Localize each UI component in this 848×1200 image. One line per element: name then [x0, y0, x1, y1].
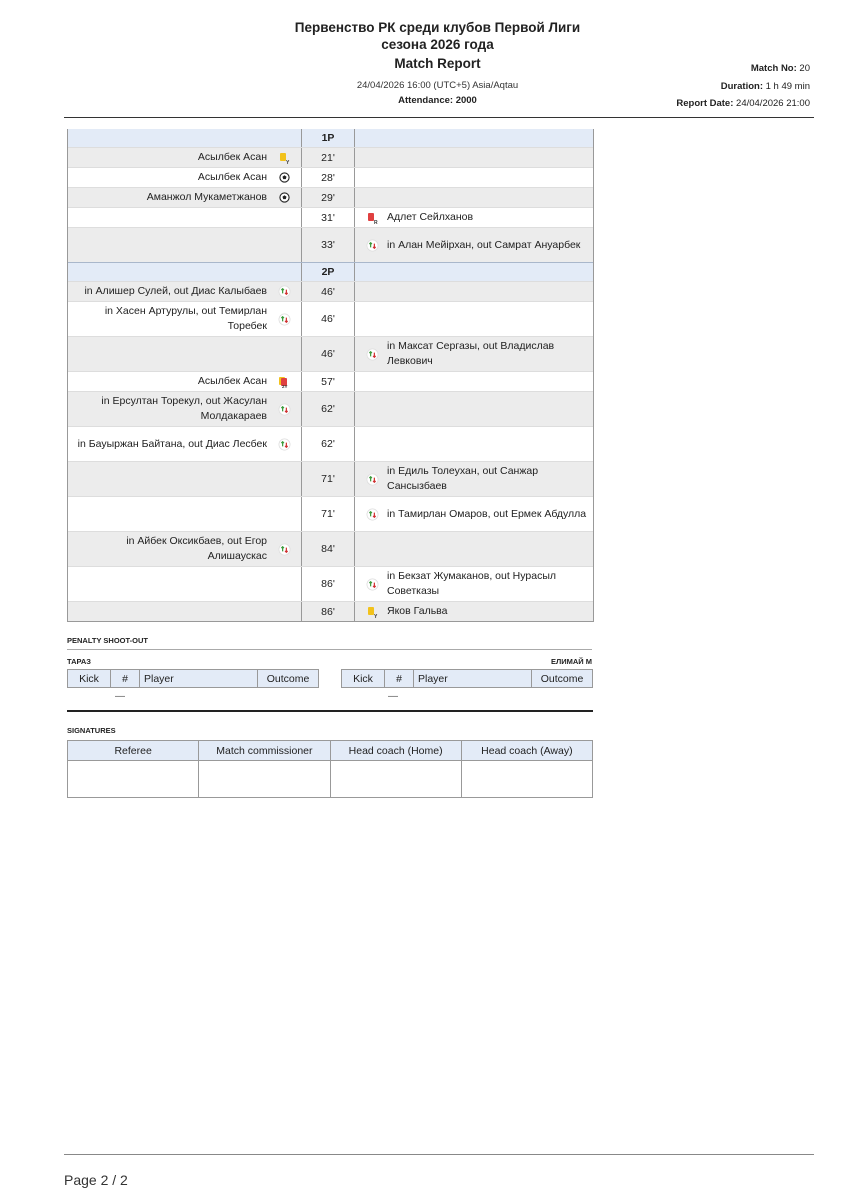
penalty-away-empty: — — [388, 691, 398, 702]
yellow-card-icon — [365, 605, 379, 619]
event-row — [68, 531, 593, 566]
event-minute: 71' — [302, 497, 355, 531]
header-divider — [64, 117, 814, 118]
substitution-icon — [365, 507, 379, 521]
event-minute: 46' — [302, 282, 355, 301]
substitution-icon — [277, 312, 291, 326]
match-datetime: 24/04/2026 16:00 (UTC+5) Asia/Aqtau — [356, 80, 519, 91]
attendance: Attendance: 2000 — [398, 95, 477, 106]
substitution-icon — [277, 402, 291, 416]
svg-text:Y: Y — [286, 159, 290, 164]
svg-text:Y: Y — [374, 613, 378, 618]
signatures-title: SIGNATURES — [67, 726, 116, 735]
red-card-icon — [365, 211, 379, 225]
event-row — [68, 496, 593, 531]
event-row — [68, 281, 593, 301]
event-row — [68, 391, 593, 426]
event-row — [68, 336, 593, 371]
substitution-icon — [365, 472, 379, 486]
col-player: Player — [414, 670, 532, 688]
substitution-icon — [277, 437, 291, 451]
home-event-text: in Ерсултан Торекул, out Жасулан Молдакараев — [101, 395, 267, 422]
signatures-table — [67, 740, 593, 798]
event-minute: 21' — [302, 148, 355, 167]
home-event-text: Асылбек Асан — [197, 171, 267, 183]
substitution-icon — [277, 285, 291, 299]
sig-referee-header: Referee — [68, 741, 199, 761]
away-event-text: in Алан Мейірхан, out Самрат Ануарбек — [387, 238, 581, 251]
col-kick: Kick — [68, 670, 111, 688]
match-number: Match No: 20 — [750, 63, 810, 74]
event-row — [68, 187, 593, 207]
event-row — [68, 167, 593, 187]
svg-text:R: R — [374, 219, 378, 224]
report-date: Report Date: 24/04/2026 21:00 — [676, 98, 810, 109]
event-minute: 62' — [302, 392, 355, 426]
sig-referee-cell — [68, 761, 199, 798]
event-row — [68, 301, 593, 336]
substitution-icon — [365, 577, 379, 591]
page-number: Page 2 / 2 — [64, 1172, 128, 1188]
event-row — [68, 601, 593, 621]
report-title: Match Report — [394, 56, 481, 71]
penalty-away-team: ЕЛИМАЙ М — [550, 657, 592, 666]
substitution-icon — [365, 347, 379, 361]
sig-home-coach-header: Head coach (Home) — [330, 741, 461, 761]
period-label: 1P — [302, 129, 355, 147]
away-event-text: in Максат Сергазы, out Владислав Левкович — [387, 340, 555, 367]
col-kick: Kick — [342, 670, 385, 688]
event-minute: 46' — [302, 337, 355, 371]
sig-away-coach-header: Head coach (Away) — [461, 741, 592, 761]
away-event-text: in Тамирлан Омаров, out Ермек Абдулла — [387, 507, 587, 520]
away-event-text: Адлет Сейлханов — [387, 211, 474, 223]
footer-divider — [64, 1154, 814, 1155]
home-event-text: Асылбек Асан — [197, 151, 267, 163]
sig-commissioner-cell — [199, 761, 330, 798]
event-minute: 86' — [302, 567, 355, 601]
period-row — [68, 262, 593, 281]
col-number: # — [111, 670, 140, 688]
event-minute: 62' — [302, 427, 355, 461]
away-event-text: in Едиль Толеухан, out Санжар Сансызбаев — [387, 465, 539, 492]
yellow-card-icon — [277, 151, 291, 165]
event-row — [68, 426, 593, 461]
penalty-home-table — [67, 669, 319, 688]
away-event-text: Яков Гальва — [387, 605, 448, 617]
event-minute: 46' — [302, 302, 355, 336]
home-event-text: Асылбек Асан — [197, 375, 267, 387]
event-minute: 71' — [302, 462, 355, 496]
goal-icon — [277, 171, 291, 185]
col-player: Player — [140, 670, 258, 688]
event-row — [68, 227, 593, 262]
home-event-text: in Алишер Сулей, out Диас Калыбаев — [84, 285, 267, 297]
penalty-home-team: ТАРАЗ — [67, 657, 91, 666]
penalty-away-table — [341, 669, 593, 688]
col-outcome: Outcome — [532, 670, 593, 688]
col-outcome: Outcome — [258, 670, 319, 688]
home-event-text: in Бауыржан Байтана, out Диас Лесбек — [77, 437, 267, 450]
sig-commissioner-header: Match commissioner — [199, 741, 330, 761]
event-minute: 28' — [302, 168, 355, 187]
event-row — [68, 207, 593, 227]
svg-text:2Y: 2Y — [282, 383, 288, 388]
penalty-title: PENALTY SHOOT-OUT — [67, 636, 148, 645]
period-label: 2P — [302, 263, 355, 281]
substitution-icon — [277, 542, 291, 556]
event-minute: 33' — [302, 228, 355, 262]
event-minute: 31' — [302, 208, 355, 227]
event-minute: 84' — [302, 532, 355, 566]
event-row — [68, 147, 593, 167]
event-minute: 29' — [302, 188, 355, 207]
match-duration: Duration: 1 h 49 min — [720, 81, 810, 92]
sig-home-coach-cell — [330, 761, 461, 798]
section-divider — [67, 710, 593, 712]
home-event-text: Аманжол Мукаметжанов — [146, 191, 267, 203]
event-minute: 86' — [302, 602, 355, 621]
event-row — [68, 371, 593, 391]
col-number: # — [385, 670, 414, 688]
second-yellow-card-icon — [277, 375, 291, 389]
season-title: сезона 2026 года — [381, 37, 494, 52]
events-table — [67, 129, 594, 622]
event-row — [68, 461, 593, 496]
penalty-divider — [67, 649, 592, 650]
goal-icon — [277, 191, 291, 205]
period-row — [68, 129, 593, 147]
home-event-text: in Хасен Артурулы, out Темирлан Торебек — [104, 305, 267, 332]
home-event-text: in Айбек Оксикбаев, out Егор Алишаускас — [126, 535, 267, 562]
event-row — [68, 566, 593, 601]
away-event-text: in Бекзат Жумаканов, out Нурасыл Советказы — [387, 570, 556, 597]
event-minute: 57' — [302, 372, 355, 391]
substitution-icon — [365, 238, 379, 252]
penalty-home-empty: — — [115, 691, 125, 702]
competition-title: Первенство РК среди клубов Первой Лиги — [294, 20, 581, 35]
sig-away-coach-cell — [461, 761, 592, 798]
